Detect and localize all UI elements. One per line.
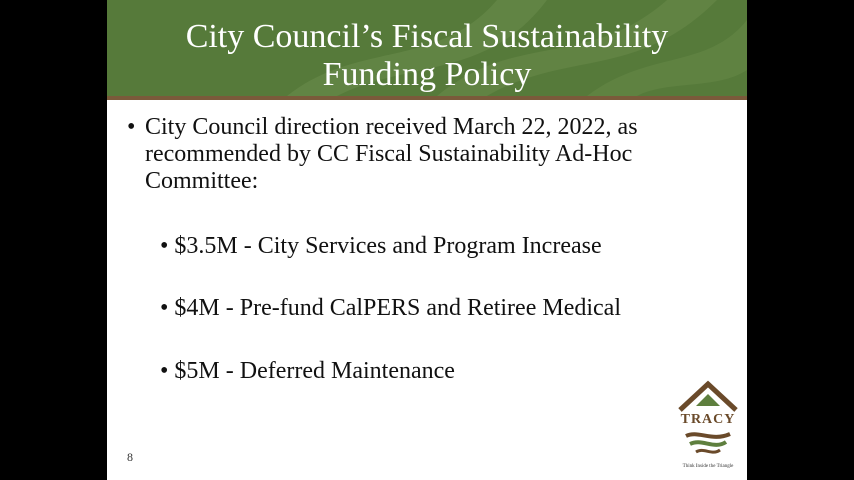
sub-bullet-3 bbox=[160, 358, 455, 385]
presentation-slide bbox=[107, 0, 747, 480]
main-bullet-text: City Council direction received March 22, 2022, as recommended by CC Fiscal Sustainability Ad-Hoc Committee: bbox=[145, 114, 638, 194]
slide-header-banner bbox=[107, 0, 747, 96]
sub-bullet-text: $4M - Pre-fund CalPERS and Retiree Medical bbox=[174, 295, 621, 321]
bullet-dot: • bbox=[127, 114, 136, 140]
sub-bullet-2 bbox=[160, 295, 621, 322]
slide-title-line-2: Funding Policy bbox=[322, 56, 532, 93]
tracy-logo bbox=[672, 380, 744, 475]
bullet-dot: • bbox=[160, 358, 169, 384]
sub-bullet-text: $3.5M - City Services and Program Increase bbox=[174, 233, 602, 259]
slide-title-line-1: City Council’s Fiscal Sustainability bbox=[185, 18, 669, 55]
sub-bullet-text: $5M - Deferred Maintenance bbox=[174, 358, 455, 384]
bullet-dot: • bbox=[160, 233, 169, 259]
header-divider bbox=[107, 96, 747, 100]
main-bullet bbox=[127, 114, 717, 195]
bullet-dot: • bbox=[160, 295, 169, 321]
logo-text: TRACY bbox=[680, 412, 736, 427]
slide-title bbox=[107, 18, 747, 94]
logo-tagline: Think Inside the Triangle bbox=[682, 464, 734, 469]
sub-bullet-1 bbox=[160, 233, 602, 260]
page-number: 8 bbox=[127, 450, 133, 464]
